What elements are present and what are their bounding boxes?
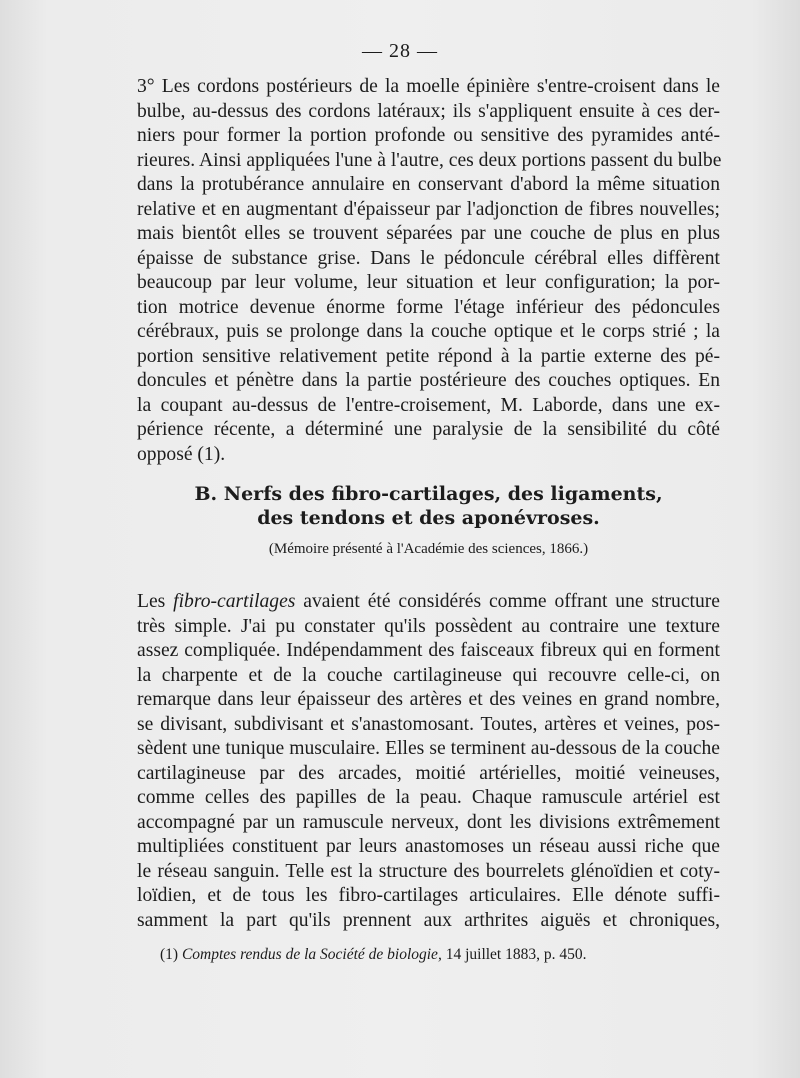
section-heading [137, 482, 720, 530]
text-line: tion motrice devenue énorme forme l'étage inférieur des pédoncules [137, 296, 720, 318]
text-line: la coupant au-dessus de l'entre-croisement, M. Laborde, dans une ex- [137, 394, 720, 416]
text-line: remarque dans leur épaisseur des artères et des veines en grand nombre, [137, 689, 720, 710]
text-line: rieures. Ainsi appliquées l'une à l'autre, ces deux portions passent du bulbe [137, 149, 722, 171]
text-line: relative et en augmentant d'épaisseur par l'adjonction de fibres nouvelles; [137, 198, 720, 220]
text-line: comme celles des papilles de la peau. Chaque ramuscule artériel est [137, 787, 720, 808]
text-line: la charpente et de la couche cartilagineuse qui recouvre celle-ci, on [137, 664, 720, 686]
section-heading-line: des tendons et des aponévroses. [257, 507, 600, 529]
paragraph-cordons-posterieurs [137, 75, 720, 467]
footnote [160, 946, 720, 964]
section-subtitle: (Mémoire présenté à l'Académie des sciences, 1866.) [268, 541, 589, 557]
page-number: — 28 — [362, 40, 438, 62]
italic-term: fibro-cartilages [173, 591, 296, 612]
text-run: avaient été considérés comme offrant une structure [295, 591, 720, 612]
text-line: dans la protubérance annulaire en conservant d'abord la même situation [137, 174, 720, 195]
text-line: opposé (1). [137, 443, 226, 465]
text-line: cartilagineuse par des arcades, moitié artérielles, moitié veineuses, [137, 762, 720, 784]
text-line: doncules et pénètre dans la partie postérieure des couches optiques. En [137, 370, 720, 391]
text-run: Les [137, 591, 174, 612]
footnote-source: Comptes rendus de la Société de biologie, [181, 946, 442, 963]
text-line: se divisant, subdivisant et s'anastomosant. Toutes, artères et veines, pos- [137, 713, 720, 735]
text-line: épaisse de substance grise. Dans le pédoncule cérébral elles diffèrent [137, 247, 720, 269]
text-line: sèdent une tunique musculaire. Elles se terminent au-dessous de la couche [137, 738, 720, 759]
text-line: accompagné par un ramuscule nerveux, dont les divisions extrêmement [137, 811, 720, 833]
text-line: 3° Les cordons postérieurs de la moelle épinière s'entre-croisent dans le [137, 76, 720, 97]
text-line: portion sensitive relativement petite répond à la partie externe des pé- [137, 345, 720, 367]
text-line: multipliées constituent par leurs anastomoses un réseau aussi riche que [137, 836, 720, 857]
text-line: beaucoup par leur volume, leur situation et leur configuration; la por- [137, 272, 720, 293]
text-line: loïdien, et de tous les fibro-cartilages articulaires. Elle dénote suffi- [137, 885, 720, 906]
text-line: cérébraux, puis se prolonge dans la couche optique et le corps strié ; la [137, 321, 720, 342]
text-line [137, 590, 720, 615]
text-line: mais bientôt elles se trouvent séparées par une couche de plus en plus [137, 223, 720, 244]
footnote-details: 14 juillet 1883, p. 450. [441, 946, 587, 963]
text-line: niers pour former la portion profonde ou sensitive des pyramides anté- [137, 125, 720, 146]
text-line: bulbe, au-dessus des cordons latéraux; ils s'appliquent ensuite à ces der- [137, 100, 720, 122]
section-heading-line: B. Nerfs des fibro-cartilages, des ligaments, [194, 483, 663, 505]
text-line: samment la part qu'ils prennent aux arthrites aiguës et chroniques, [137, 909, 720, 931]
text-line: très simple. J'ai pu constater qu'ils possèdent au contraire une texture [137, 615, 720, 637]
footnote-marker: (1) [160, 946, 182, 963]
paragraph-fibro-cartilages [137, 590, 720, 933]
text-line: assez compliquée. Indépendamment des faisceaux fibreux qui en forment [137, 640, 720, 661]
text-line: le réseau sanguin. Telle est la structure des bourrelets glénoïdien et coty- [137, 860, 720, 882]
text-line: périence récente, a déterminé une paralysie de la sensibilité du côté [137, 419, 720, 440]
